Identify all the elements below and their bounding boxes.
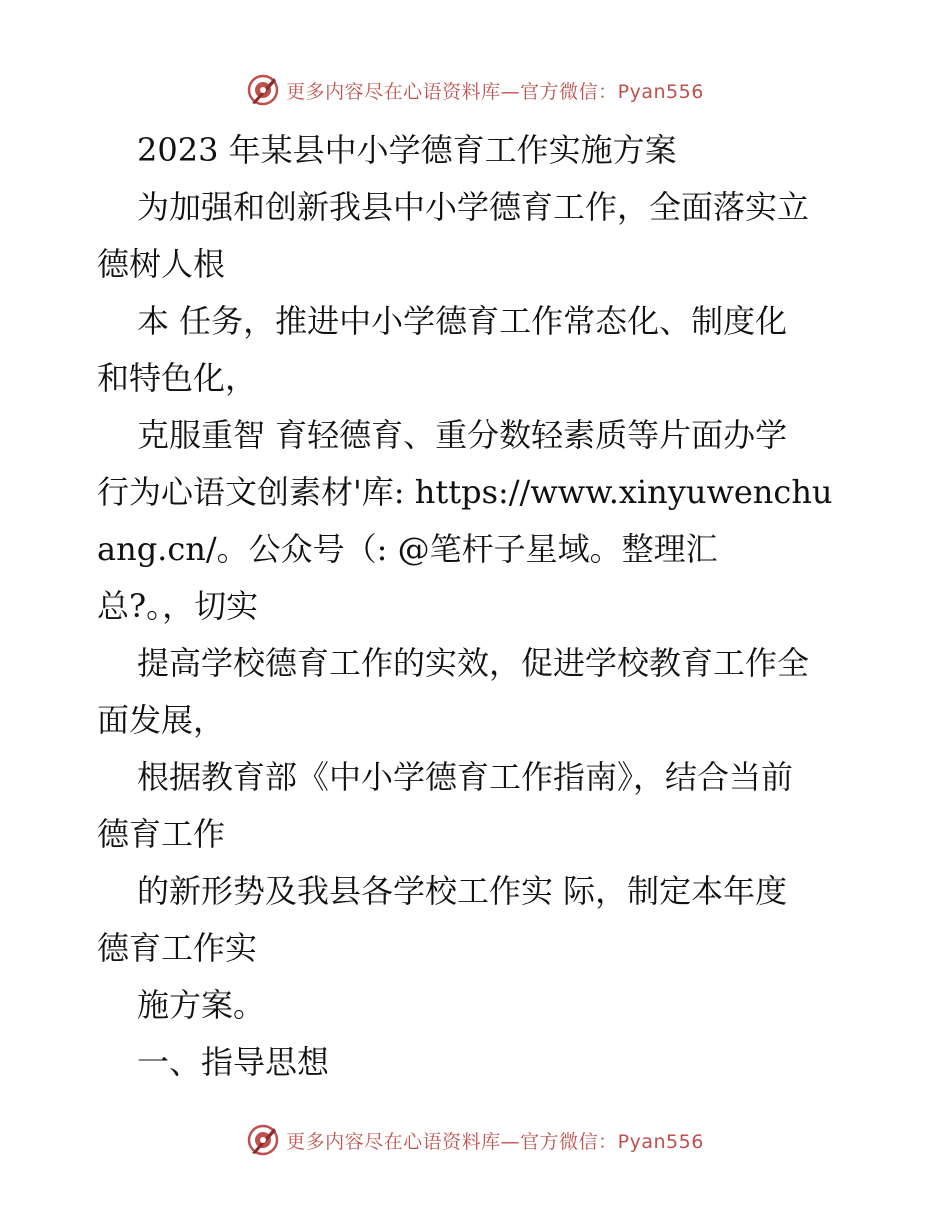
document-line: ang.cn/。公众号（: @笔杆子星域。整理汇 — [97, 530, 718, 568]
document-body — [97, 122, 857, 1091]
watermark-text: 更多内容尽在心语资料库—官方微信：Pyan556 — [286, 80, 704, 103]
watermark-text: 更多内容尽在心语资料库—官方微信：Pyan556 — [286, 1130, 704, 1153]
document-line: 2023 年某县中小学德育工作实施方案 — [137, 131, 677, 169]
quill-pen-logo-icon — [246, 73, 280, 107]
document-line: 德育工作 — [97, 815, 226, 853]
document-line: 为加强和创新我县中小学德育工作，全面落实立 — [137, 188, 810, 226]
document-line: 根据教育部《中小学德育工作指南》，结合当前 — [137, 758, 794, 796]
document-line: 克服重智 育轻德育、重分数轻素质等片面办学 — [137, 416, 788, 454]
document-line: 施方案。 — [137, 986, 266, 1024]
document-line: 行为心语文创素材'库: https://www.xinyuwenchu — [97, 473, 833, 511]
document-line: 德树人根 — [97, 245, 226, 283]
document-line: 一、指导思想 — [137, 1043, 330, 1081]
document-line: 本 任务，推进中小学德育工作常态化、制度化 — [137, 302, 788, 340]
document-line: 面发展， — [97, 701, 226, 739]
document-line: 和特色化， — [97, 359, 258, 397]
document-line: 总?。，切实 — [97, 587, 259, 625]
quill-pen-logo-icon — [246, 1123, 280, 1157]
document-line: 提高学校德育工作的实效，促进学校教育工作全 — [137, 644, 810, 682]
document-line: 德育工作实 — [97, 929, 258, 967]
footer-watermark-banner — [0, 1120, 950, 1160]
header-watermark-banner — [0, 70, 950, 110]
document-line: 的新形势及我县各学校工作实 际，制定本年度 — [137, 872, 788, 910]
